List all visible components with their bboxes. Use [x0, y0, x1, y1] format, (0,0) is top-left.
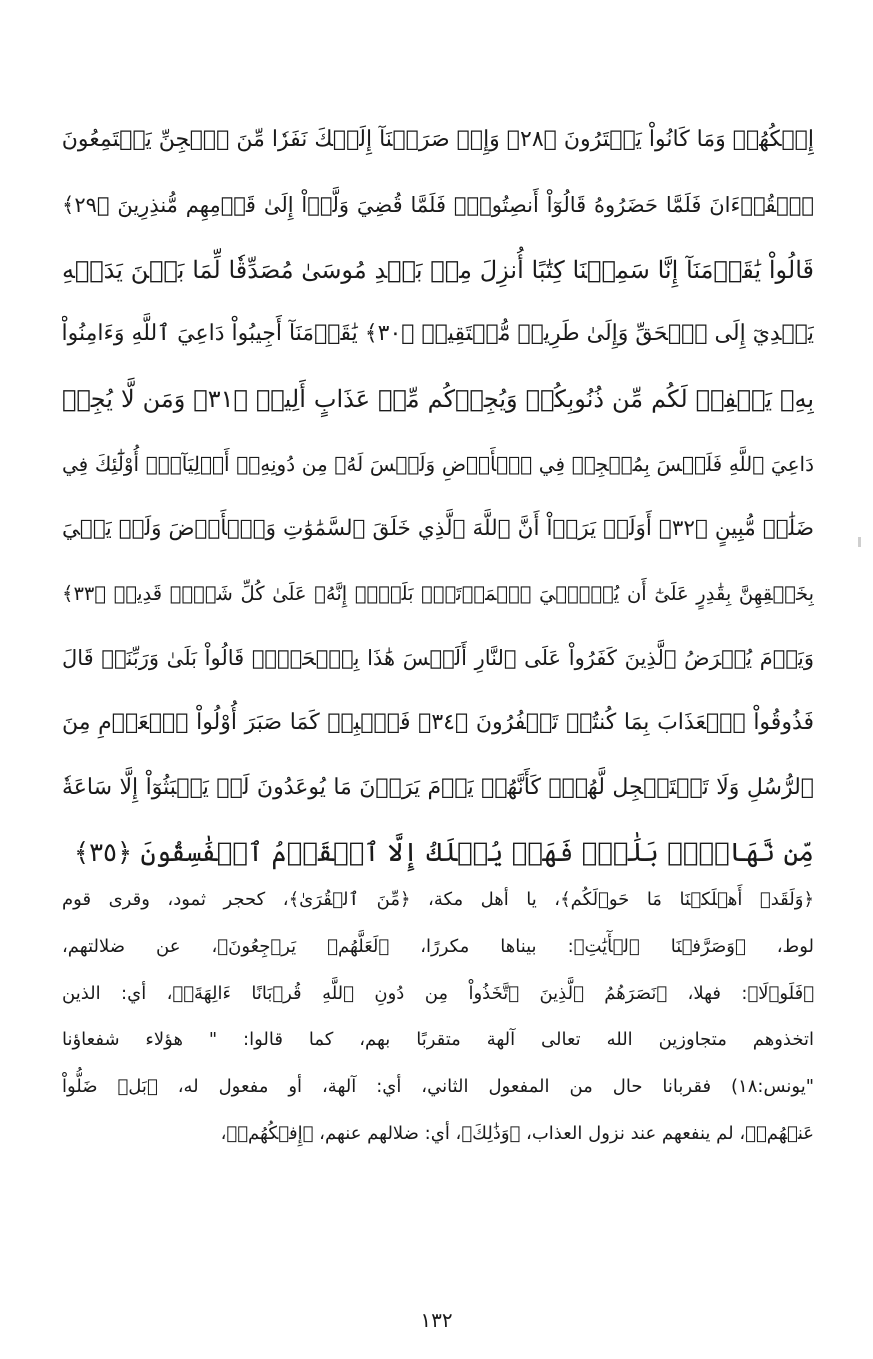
tafsir-line: لوط، ﴿وَصَرَّفۡنَا ٱلۡأٓيَٰتِ﴾: بيناها مكررًا، ﴿لَعَلَّهُمۡ يَرۡجِعُونَ﴾، عن ضلالتهم، [62, 935, 814, 957]
quran-line: دَاعِيَ ٱللَّهِ فَلَيۡسَ بِمُعۡجِزٖ فِي ٱلۡأَرۡضِ وَلَيۡسَ لَهُۥ مِن دُونِهِۦٓ أَوۡلِيَآءُۚ أُوْلَٰٓئِكَ فِي [62, 451, 814, 476]
quran-line: ٱلرُّسُلِ وَلَا تَسۡتَعۡجِل لَّهُمۡۚ كَأَنَّهُمۡ يَوۡمَ يَرَوۡنَ مَا يُوعَدُونَ لَمۡ يَلۡبَثُوٓاْ إِلَّا سَاعَةٗ [62, 774, 814, 800]
tafsir-line: عَنۡهُمۡ﴾، لم ينفعهم عند نزول العذاب، ﴿وَذَٰلِكَ﴾، أي: ضلالهم عنهم، ﴿إِفۡكُهُمۡ﴾، [220, 1122, 814, 1144]
page-number: ١٣٢ [420, 1308, 453, 1332]
quran-line: وَيَوۡمَ يُعۡرَضُ ٱلَّذِينَ كَفَرُواْ عَلَى ٱلنَّارِ أَلَيۡسَ هَٰذَا بِٱلۡحَقِّۖ قَالُواْ بَلَىٰ وَرَبِّنَاۚ قَالَ [62, 646, 814, 671]
scan-margin-mark [858, 537, 861, 547]
quran-line: قَالُواْ يَٰقَوۡمَنَآ إِنَّا سَمِعۡنَا كِتَٰبًا أُنزِلَ مِنۢ بَعۡدِ مُوسَىٰ مُصَدِّقٗا لِّمَا بَيۡنَ يَدَيۡهِ [62, 255, 814, 284]
quran-text-block [62, 108, 814, 886]
tafsir-line: اتخذوهم متجاوزين الله تعالى آلهة متقربًا بهم، كما قالوا: " هؤلاء شفعاؤنا [62, 1029, 814, 1051]
quran-line: يَهۡدِيٓ إِلَى ٱلۡحَقِّ وَإِلَىٰ طَرِيقٖ مُّسۡتَقِيمٖ ﴿٣٠﴾ يَٰقَوۡمَنَآ أَجِيبُواْ دَاعِيَ ٱللَّهِ وَءَامِنُواْ [62, 321, 814, 347]
tafsir-line: ﴿فَلَوۡلَا﴾: فهلا، ﴿نَصَرَهُمُ ٱلَّذِينَ ٱتَّخَذُواْ مِن دُونِ ٱللَّهِ قُرۡبَانًا ءَالِهَةَۢ﴾، أي: الذين [62, 982, 814, 1004]
quran-line: ضَلَٰلٖ مُّبِينٍ ﴿٣٢﴾ أَوَلَمۡ يَرَوۡاْ أَنَّ ٱللَّهَ ٱلَّذِي خَلَقَ ٱلسَّمَٰوَٰتِ وَٱلۡأَرۡضَ وَلَمۡ يَعۡيَ [62, 515, 814, 541]
quran-line: فَذُوقُواْ ٱلۡعَذَابَ بِمَا كُنتُمۡ تَكۡفُرُونَ ﴿٣٤﴾ فَٱصۡبِرۡ كَمَا صَبَرَ أُوْلُواْ ٱلۡعَزۡمِ مِنَ [62, 710, 814, 736]
quran-line: إِفۡكُهُمۡ وَمَا كَانُواْ يَفۡتَرُونَ ﴿٢٨﴾ وَإِذۡ صَرَفۡنَآ إِلَيۡكَ نَفَرٗا مِّنَ ٱلۡجِنِّ يَسۡتَمِعُونَ [62, 127, 814, 152]
quran-line: مِّن نَّهَارِۭۚ بَلَٰغٞۚ فَهَلۡ يُهۡلَكُ إِلَّا ٱلۡقَوۡمُ ٱلۡفَٰسِقُونَ ﴿٣٥﴾ [73, 837, 814, 868]
tafsir-line: ﴿وَلَقَدۡ أَهۡلَكۡنَا مَا حَوۡلَكُم﴾، يا أهل مكة، ﴿مِّنَ ٱلۡقُرَىٰ﴾، كحجر ثمود، وقرى قوم [62, 889, 814, 910]
quran-line: بِهِۦ يَغۡفِرۡ لَكُم مِّن ذُنُوبِكُمۡ وَيُجِرۡكُم مِّنۡ عَذَابٍ أَلِيمٖ ﴿٣١﴾ وَمَن لَّا يُجِبۡ [62, 385, 814, 414]
quran-line: ٱلۡقُرۡءَانَ فَلَمَّا حَضَرُوهُ قَالُوٓاْ أَنصِتُواْۖ فَلَمَّا قُضِيَ وَلَّوۡاْ إِلَىٰ قَوۡمِهِم مُّنذِرِينَ ﴿٢٩﴾ [62, 192, 814, 217]
tafsir-commentary-block [62, 877, 814, 1158]
quran-line: بِخَلۡقِهِنَّ بِقَٰدِرٍ عَلَىٰٓ أَن يُحۡـِۧيَ ٱلۡمَوۡتَىٰۚ بَلَىٰٓۚ إِنَّهُۥ عَلَىٰ كُلِّ شَيۡءٖ قَدِيرٞ ﴿٣٣﴾ [62, 581, 814, 605]
tafsir-line: "يونس:١٨) فقربانا حال من المفعول الثاني، أي: آلهة، أو مفعول له، ﴿بَلۡ ضَلُّواْ [62, 1076, 814, 1098]
